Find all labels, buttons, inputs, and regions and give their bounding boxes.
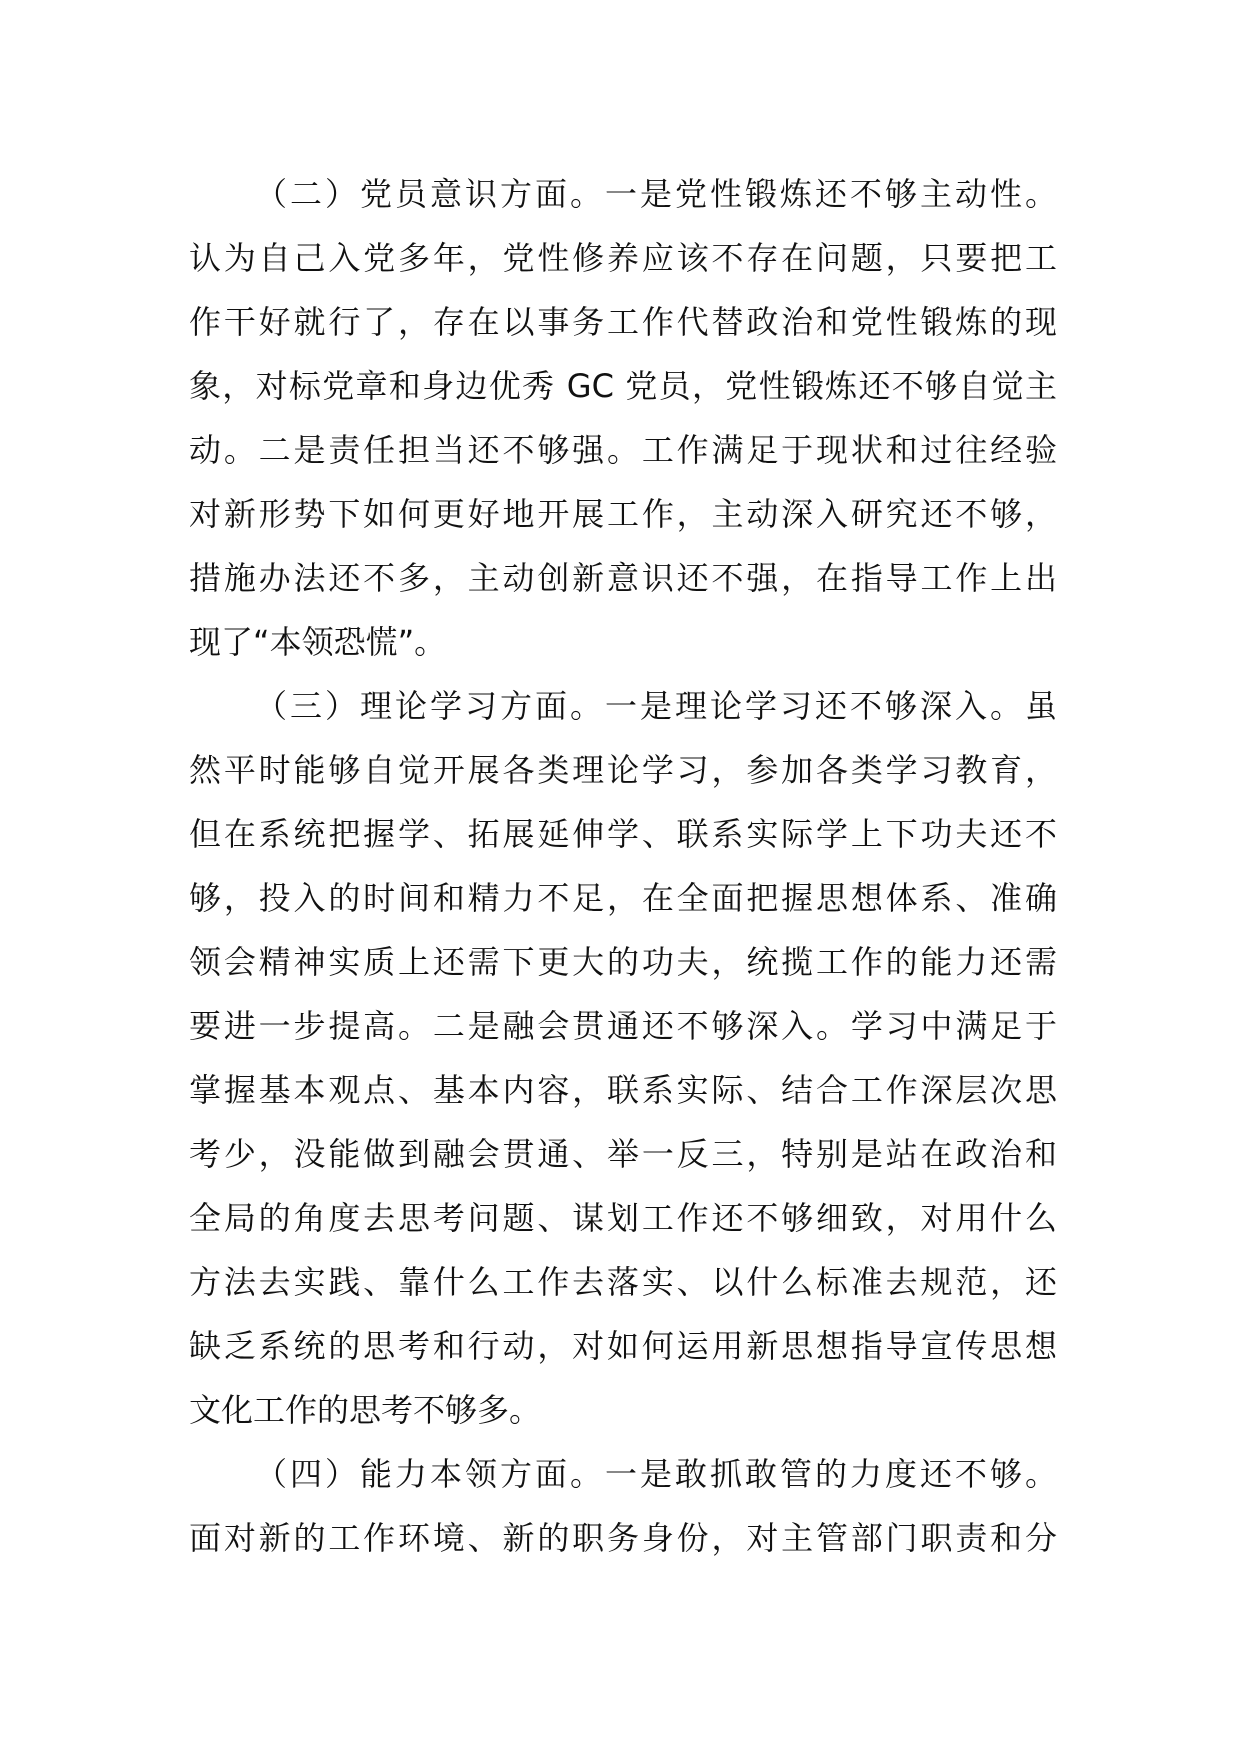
text-line: 象，对标党章和身边优秀 GC 党员，党性锻炼还不够自觉主 bbox=[189, 367, 1057, 405]
text-line: 对新形势下如何更好地开展工作，主动深入研究还不够， bbox=[189, 495, 1057, 533]
text-line: 动。二是责任担当还不够强。工作满足于现状和过往经验 bbox=[189, 431, 1057, 469]
text-line: 文化工作的思考不够多。 bbox=[189, 1391, 542, 1429]
paragraph-ability bbox=[189, 1442, 1057, 1570]
text-line: 现了“本领恐慌”。 bbox=[189, 623, 447, 661]
text-line: 措施办法还不多，主动创新意识还不强，在指导工作上出 bbox=[189, 559, 1057, 597]
text-line: 全局的角度去思考问题、谋划工作还不够细致，对用什么 bbox=[189, 1199, 1057, 1237]
text-line: 掌握基本观点、基本内容，联系实际、结合工作深层次思 bbox=[189, 1071, 1057, 1109]
text-line: 缺乏系统的思考和行动，对如何运用新思想指导宣传思想 bbox=[189, 1327, 1057, 1365]
text-line: （三）理论学习方面。一是理论学习还不够深入。虽 bbox=[255, 687, 1057, 725]
text-line: 领会精神实质上还需下更大的功夫，统揽工作的能力还需 bbox=[189, 943, 1057, 981]
text-line: 作干好就行了，存在以事务工作代替政治和党性锻炼的现 bbox=[189, 303, 1057, 341]
text-line: 考少，没能做到融会贯通、举一反三，特别是站在政治和 bbox=[189, 1135, 1057, 1173]
text-line: 方法去实践、靠什么工作去落实、以什么标准去规范，还 bbox=[189, 1263, 1057, 1301]
paragraph-party-awareness bbox=[189, 162, 1057, 674]
text-line: 认为自己入党多年，党性修养应该不存在问题，只要把工 bbox=[189, 239, 1057, 277]
text-line: 但在系统把握学、拓展延伸学、联系实际学上下功夫还不 bbox=[189, 815, 1057, 853]
text-line: （四）能力本领方面。一是敢抓敢管的力度还不够。 bbox=[255, 1455, 1057, 1493]
document-body bbox=[189, 162, 1057, 1570]
text-line: 面对新的工作环境、新的职务身份，对主管部门职责和分 bbox=[189, 1519, 1057, 1557]
text-line: 要进一步提高。二是融会贯通还不够深入。学习中满足于 bbox=[189, 1007, 1057, 1045]
paragraph-theory-study bbox=[189, 674, 1057, 1442]
text-line: 够，投入的时间和精力不足，在全面把握思想体系、准确 bbox=[189, 879, 1057, 917]
text-line: 然平时能够自觉开展各类理论学习，参加各类学习教育， bbox=[189, 751, 1057, 789]
text-line: （二）党员意识方面。一是党性锻炼还不够主动性。 bbox=[255, 175, 1057, 213]
